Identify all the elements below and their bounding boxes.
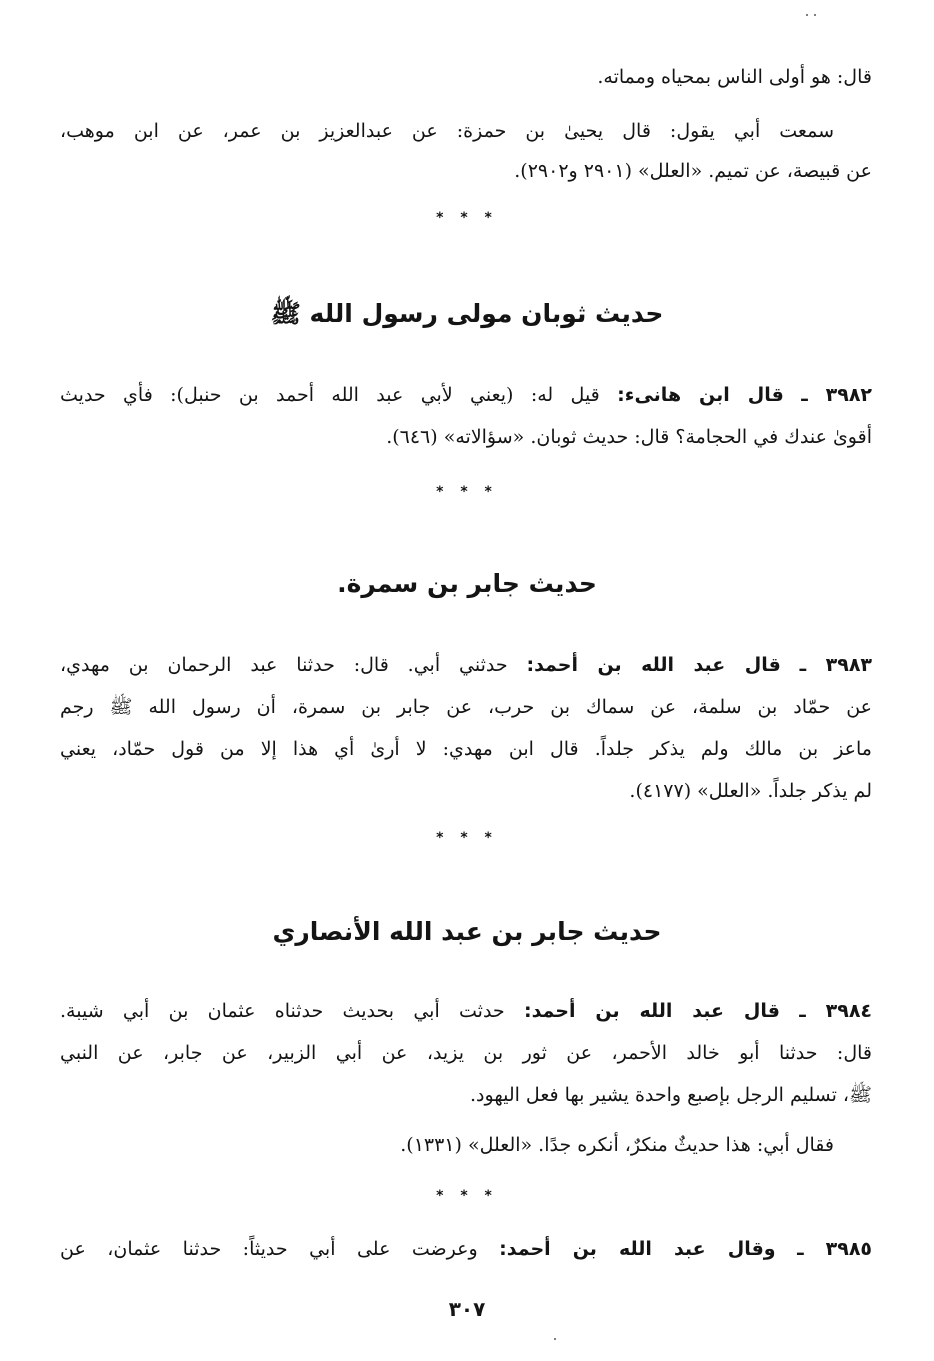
scan-speck [806, 14, 808, 16]
hadith-3983-line-3: ماعز بن مالك ولم يذكر جلداً. قال ابن مهدي: لا أرىٰ أي هذا إلا من قول حمّاد، يعني [60, 738, 872, 760]
section-separator: * * * [436, 484, 498, 500]
scan-speck [814, 14, 816, 16]
page-number: ٣٠٧ [448, 1297, 486, 1321]
hadith-text: حدثت أبي بحديث حدثناه عثمان بن أبي شيبة. [60, 1000, 524, 1022]
hadith-3983-line-4: لم يذكر جلداً. «العلل» (٤١٧٧). [629, 780, 872, 802]
hadith-speaker: قال عبد الله بن أحمد: [526, 654, 781, 676]
scan-speck [554, 1338, 556, 1340]
hadith-3984-line-4: فقال أبي: هذا حديثٌ منكرٌ، أنكره جدًا. «العلل» (١٣٣١). [400, 1134, 834, 1156]
section-heading-jabir-ansari: حديث جابر بن عبد الله الأنصاري [272, 917, 662, 946]
section-separator: * * * [436, 1188, 498, 1204]
section-heading-thawban: حديث ثوبان مولى رسول الله ﷺ [270, 299, 664, 328]
section-separator: * * * [436, 210, 498, 226]
hadith-3982-line-1 [60, 380, 872, 412]
hadith-speaker: قال ابن هانىء: [617, 384, 784, 406]
hadith-3983-line-2: عن حمّاد بن سلمة، عن سماك بن حرب، عن جابر بن سمرة، أن رسول الله ﷺ رجم [60, 696, 872, 718]
hadith-text: قيل له: (يعني لأبي عبد الله أحمد بن حنبل): فأي حديث [60, 384, 618, 406]
section-heading-jabir-samura: حديث جابر بن سمرة. [337, 569, 597, 598]
hadith-speaker: وقال عبد الله بن أحمد: [499, 1238, 776, 1260]
hadith-number: ٣٩٨٢ ـ [801, 384, 872, 406]
hadith-3984-line-1 [60, 996, 872, 1028]
hadith-speaker: قال عبد الله بن أحمد: [523, 1000, 780, 1022]
hadith-text: حدثني أبي. قال: حدثنا عبد الرحمان بن مهدي، [60, 654, 527, 676]
hadith-number: ٣٩٨٤ ـ [799, 1000, 872, 1022]
intro-line-1: قال: هو أولى الناس بمحياه ومماته. [597, 66, 872, 88]
hadith-text: وعرضت على أبي حديثاً: حدثنا عثمان، عن [60, 1238, 500, 1260]
hadith-3985-line-1 [60, 1234, 872, 1266]
intro-line-3: عن قبيصة، عن تميم. «العلل» (٢٩٠١ و٢٩٠٢). [514, 160, 872, 182]
hadith-number: ٣٩٨٣ ـ [799, 654, 872, 676]
hadith-3983-line-1 [60, 650, 872, 682]
hadith-3984-line-3: ﷺ، تسليم الرجل بإصبع واحدة يشير بها فعل اليهود. [470, 1084, 872, 1106]
intro-line-2: سمعت أبي يقول: قال يحيىٰ بن حمزة: عن عبدالعزيز بن عمر، عن ابن موهب، [60, 120, 834, 142]
hadith-3982-line-2: أقوىٰ عندك في الحجامة؟ قال: حديث ثوبان. «سؤالاته» (٦٤٦). [386, 426, 872, 448]
section-separator: * * * [436, 830, 498, 846]
hadith-3984-line-2: قال: حدثنا أبو خالد الأحمر، عن ثور بن يزيد، عن أبي الزبير، عن جابر، عن النبي [60, 1042, 872, 1064]
hadith-number: ٣٩٨٥ ـ [797, 1238, 872, 1260]
